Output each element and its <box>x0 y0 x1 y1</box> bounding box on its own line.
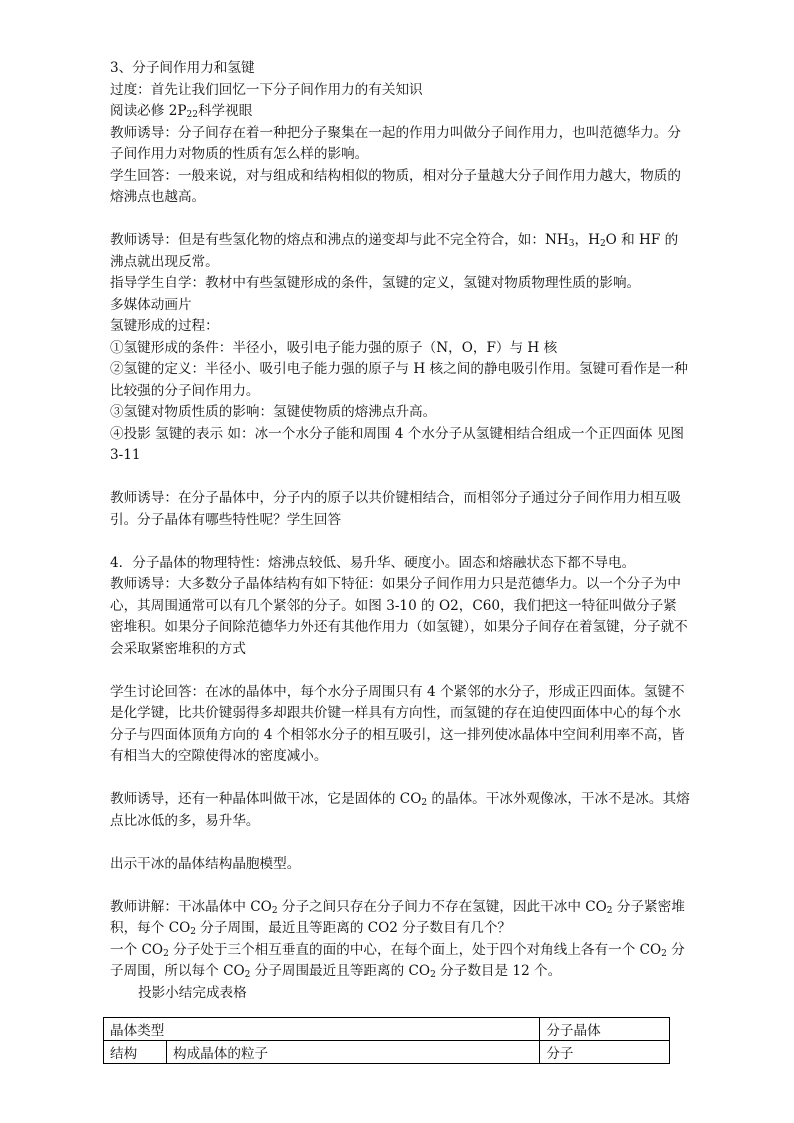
table-row <box>104 1041 670 1064</box>
teacher-guide-3: 教师诱导：在分子晶体中，分子内的原子以共价键相结合，而相邻分子通过分子间作用力相互吸引。分子晶体有哪些特性呢？学生回答 <box>110 490 681 528</box>
table-cell-crystal-type-label: 晶体类型 <box>104 1018 540 1041</box>
teacher-guide-1: 教师诱导：分子间存在着一种把分子聚集在一起的作用力叫做分子间作用力，也叫范德华力。分子间作用力对物质的性质有怎么样的影响。 <box>110 124 681 162</box>
table-cell-particle-value: 分子 <box>540 1041 670 1064</box>
conclusion-text: 一个 $CO_2$ 分子处于三个相互垂直的面的中心，在每个面上，处于四个对角线上各有一个 $CO_2$ 分子周围，所以每个 $CO_2$ 分子周围最近且等距离的 $CO_2$ 分子数目是 12 个。 <box>110 941 685 980</box>
summary-table <box>103 1017 670 1064</box>
student-discussion: 学生讨论回答：在冰的晶体中，每个水分子周围只有 4 个紧邻的水分子，形成正四面体。氢键不是化学键，比共价键弱得多却跟共价键一样具有方向性，而氢键的存在迫使四面体中心的每个水分子与四面体顶角方向的 4 个相邻水分子的相互吸引，这一排列使冰晶体中空间利用率不高，皆有相当大的空隙使得冰的密度减小。 <box>110 683 685 764</box>
transition-text: 过度：首先让我们回忆一下分子间作用力的有关知识 <box>110 81 423 98</box>
section-4-properties: 4．分子晶体的物理特性：熔沸点较低、易升华、硬度小。固态和熔融状态下都不导电。 <box>110 554 636 571</box>
teacher-explain: 教师讲解：干冰晶体中 $CO_2$ 分子之间只存在分子间力不存在氢键，因此干冰中 $CO_2$ 分子紧密堆积，每个 $CO_2$ 分子周围，最近且等距离的 CO2 分子数目有几个？ <box>110 898 685 937</box>
multimedia-note: 多媒体动画片 <box>110 296 192 313</box>
table-cell-particle-label: 构成晶体的粒子 <box>167 1041 540 1064</box>
teacher-guide-5: 教师诱导，还有一种晶体叫做干冰，它是固体的 $CO_2$ 的晶体。干冰外观像冰，干冰不是冰。其熔点比冰低的多，易升华。 <box>110 791 690 829</box>
table-cell-crystal-type-value: 分子晶体 <box>540 1018 670 1041</box>
table-cell-structure-group: 结构 <box>104 1041 167 1064</box>
hbond-item-1: ①氢键形成的条件：半径小，吸引电子能力强的原子（N，O，F）与 H 核 <box>110 339 558 356</box>
hbond-process-heading: 氢键形成的过程： <box>110 318 219 334</box>
lesson-document <box>110 58 690 1004</box>
table-row <box>104 1018 670 1041</box>
hbond-item-3: ③氢键对物质性质的影响：氢键使物质的熔沸点升高。 <box>110 404 437 420</box>
section-title: 3、分子间作用力和氢键 <box>110 60 255 76</box>
projection-note: 投影小结完成表格 <box>138 984 247 1001</box>
show-model-note: 出示干冰的晶体结构晶胞模型。 <box>110 855 301 872</box>
hbond-item-4: ④投影 氢键的表示 如：冰一个水分子能和周围 4 个水分子从氢键相结合组成一个正四面体 见图 3-11 <box>110 425 685 463</box>
student-answer-1: 学生回答：一般来说，对与组成和结构相似的物质，相对分子量越大分子间作用力越大，物质的熔沸点也越高。 <box>110 167 681 205</box>
teacher-guide-2: 教师诱导：但是有些氢化物的熔点和沸点的递变却与此不完全符合，如：$NH_3$，$H_2O$ 和 HF 的沸点就出现反常。 <box>110 232 679 270</box>
teacher-guide-4: 教师诱导：大多数分子晶体结构有如下特征：如果分子间作用力只是范德华力。以一个分子为中心，其周围通常可以有几个紧邻的分子。如图 3-10 的 O2，C60，我们把这一特征叫做分子紧密堆积。如果分子间除范德华力外还有其他作用力（如氢键），如果分子间存在着氢键，分子就不会采取紧密堆积的方式 <box>110 576 688 657</box>
hbond-item-2: ②氢键的定义：半径小、吸引电子能力强的原子与 H 核之间的静电吸引作用。氢键可看作是一种比较强的分子间作用力。 <box>110 361 688 399</box>
self-study-guidance: 指导学生自学：教材中有些氢键形成的条件，氢键的定义，氢键对物质物理性质的影响。 <box>110 275 641 291</box>
reading-assignment: 阅读必修 $2P_{22}$科学视眼 <box>110 103 253 120</box>
